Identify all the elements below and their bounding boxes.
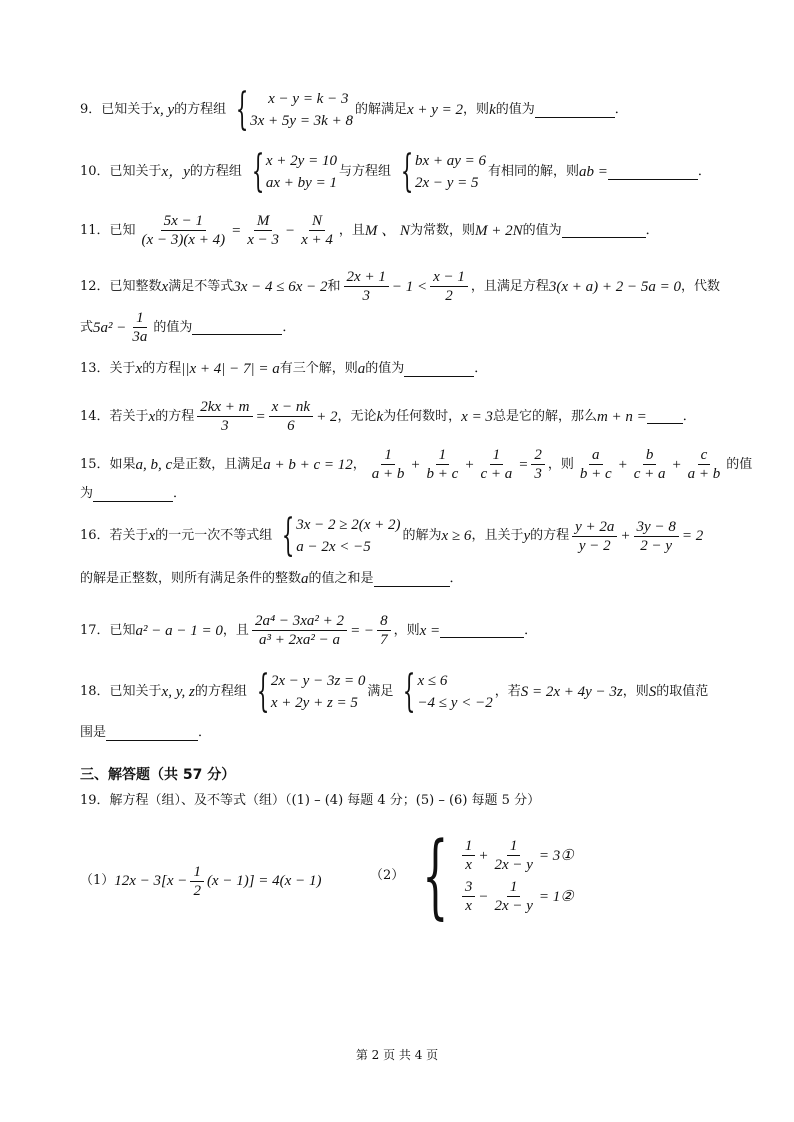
q15-d3: c + a xyxy=(480,466,513,482)
q15-n1: 1 xyxy=(381,446,395,465)
q10-eq2: ax + by = 1 xyxy=(265,175,337,191)
q18-vars: x, y, z xyxy=(161,684,195,700)
q10-eq4: 2x − y = 5 xyxy=(414,175,479,191)
q14-frac1 xyxy=(197,398,252,435)
q18-system-2 xyxy=(395,666,493,717)
q15-vars: a, b, c xyxy=(135,456,173,473)
q19-e1-n2: 1 xyxy=(507,837,521,856)
answer-blank[interactable] xyxy=(535,103,615,118)
q11-end: ． xyxy=(645,222,659,238)
q11-tail2: 的值为 xyxy=(522,222,562,238)
question-10 xyxy=(80,146,714,197)
q16-in1: 3x − 2 ≥ 2(x + 2) xyxy=(296,517,401,533)
q15-frac7 xyxy=(685,446,724,483)
question-18 xyxy=(80,666,714,742)
q14-k: k xyxy=(376,408,384,425)
q15-d7: a + b xyxy=(687,466,721,482)
q9-cond-pre: 的解满足 xyxy=(354,102,407,117)
q17-mid: ，且 xyxy=(222,622,249,638)
q19-p1-fn: 1 xyxy=(190,863,204,882)
q19-e2-d1: x xyxy=(465,898,472,914)
q18-eq2: x + 2y + z = 5 xyxy=(270,695,358,711)
question-17 xyxy=(80,612,714,649)
q19-e1-d1: x xyxy=(465,857,472,873)
q9-cond: x + y = 2 xyxy=(406,102,464,118)
answer-blank[interactable] xyxy=(93,487,173,502)
q16-frac2 xyxy=(634,518,679,555)
q15-mid: 是正数，且满足 xyxy=(172,456,264,472)
q17-eq: a² − a − 1 = 0 xyxy=(135,622,223,639)
q15-d2: b + c xyxy=(426,466,459,482)
q15-text: 15．如果 xyxy=(80,456,136,472)
q12-fd2: 2 xyxy=(445,288,453,304)
brace-icon: { xyxy=(251,146,265,197)
q11-eq: = xyxy=(231,222,242,239)
q18-s: S = 2x + 4y − 3z xyxy=(520,684,623,700)
q16-sol: x ≥ 6 xyxy=(441,528,472,544)
q15-frac1 xyxy=(369,446,408,483)
q19-e2-op: − xyxy=(478,888,489,905)
q15-line2: 为 xyxy=(80,486,94,501)
q16-a: a xyxy=(301,571,309,587)
q17-fd: a³ + 2xa² − a xyxy=(259,632,340,648)
q12-line2-pre: 式 xyxy=(80,319,94,335)
q15-n6: b xyxy=(643,446,657,465)
q13-tail2: 的值为 xyxy=(365,361,405,376)
q13-end: ． xyxy=(474,361,488,376)
q17-x: x = xyxy=(419,622,441,639)
q15-n7: c xyxy=(698,446,711,465)
q17-end: ． xyxy=(524,622,538,638)
q10-system-1 xyxy=(244,146,337,197)
q10-eq1: x + 2y = 10 xyxy=(265,153,337,169)
q15-n4: 2 xyxy=(531,446,545,465)
q15-tail: 的值 xyxy=(726,456,753,472)
q18-eq1: 2x − y − 3z = 0 xyxy=(270,673,366,689)
brace-icon: { xyxy=(400,146,414,197)
q12-mid2: ，且满足方程 xyxy=(470,278,549,294)
q15-mid2: ，则 xyxy=(547,456,574,472)
q18-c1: x ≤ 6 xyxy=(417,673,448,689)
q12-x: x xyxy=(161,278,169,295)
q10-vars: x，y xyxy=(161,164,190,180)
q18-end: ． xyxy=(198,725,212,740)
q14-expr: m + n = xyxy=(596,408,647,425)
q15-frac5 xyxy=(577,446,615,483)
q16-tail: 的解为 xyxy=(402,528,442,543)
q18-line2: 围是 xyxy=(80,725,107,740)
q10-text: 10．已知关于 xyxy=(80,164,162,179)
q15-frac2 xyxy=(424,446,462,483)
q12-eq: 3(x + a) + 2 − 5a = 0 xyxy=(548,278,682,295)
q12-frac1 xyxy=(344,268,389,305)
q15-frac4 xyxy=(531,446,545,483)
q13-x: x xyxy=(135,361,143,377)
q19-system xyxy=(406,822,574,929)
answer-blank[interactable] xyxy=(106,726,198,741)
q16-x: x xyxy=(148,528,156,544)
q11-text: 11．已知 xyxy=(80,222,136,238)
q9-eq1: x − y = k − 3 xyxy=(268,91,349,107)
brace-icon: { xyxy=(422,822,449,929)
q11-tail: 为常数，则 xyxy=(409,222,475,238)
answer-blank[interactable] xyxy=(647,409,683,424)
question-16: 16．若关于 x 的一元一次不等式组 { 3x − 2 ≥ 2(x + 2) a − 2x < −5 的解为 x ≥ 6 ，且关于 y 的方程 $\frac{y + 2a}{y - 2}$ + $\frac{3y - 8}{2 - y}$ = 2 的解是正整数，则所有满足条件的整数 a 的值之和是 ． xyxy=(80,510,704,587)
q18-mid: 的方程组 xyxy=(194,684,247,699)
q14-end: ． xyxy=(682,408,696,424)
q12-fd3: 3a xyxy=(132,329,148,345)
q16-line2: 的解是正整数，则所有满足条件的整数 xyxy=(80,571,302,586)
q12-end: ． xyxy=(282,319,296,335)
q19-p1-frac xyxy=(190,863,204,900)
q11-den3: x + 4 xyxy=(301,232,333,248)
q9-system xyxy=(228,84,353,135)
answer-blank[interactable] xyxy=(608,165,698,180)
q18-system-1 xyxy=(249,666,366,717)
q16-tail3: 的方程 xyxy=(530,528,570,543)
q13-text: 13．关于 xyxy=(80,361,136,376)
q15-frac6 xyxy=(631,446,669,483)
q15-d4: 3 xyxy=(534,466,542,482)
q17-frac2 xyxy=(377,612,391,649)
q15-d5: b + c xyxy=(579,466,612,482)
q17-tail: ，则 xyxy=(393,622,420,638)
q14-fn2: x − nk xyxy=(269,398,313,417)
q10-ab: ab = xyxy=(579,164,608,180)
answer-blank[interactable] xyxy=(404,362,474,377)
q17-text: 17．已知 xyxy=(80,622,136,638)
brace-icon: { xyxy=(403,666,416,717)
question-19-parts xyxy=(80,822,720,929)
q9-end: ． xyxy=(614,102,628,117)
q19-p1-b: (x − 1)] = 4(x − 1) xyxy=(206,873,322,889)
q11-frac2 xyxy=(244,212,282,249)
q15-n3: 1 xyxy=(490,446,504,465)
q19-e1-d2: 2x − y xyxy=(494,857,533,873)
q9-tail: 的值为 xyxy=(495,102,535,117)
q16-fd1: y − 2 xyxy=(578,537,611,554)
q13-a: a xyxy=(357,361,366,377)
q14-fd1: 3 xyxy=(221,418,229,434)
q16-system xyxy=(274,510,401,561)
q11-num3: N xyxy=(309,212,325,231)
q12-fn1: 2x + 1 xyxy=(344,268,389,287)
q11-frac1 xyxy=(139,212,229,249)
q19-e1-op: + xyxy=(478,847,489,864)
q14-fn1: 2kx + m xyxy=(197,398,252,417)
q18-mid2: 满足 xyxy=(367,684,394,699)
q14-tail2: 为任何数时， xyxy=(383,408,462,424)
q10-tail: 有相同的解，则 xyxy=(488,164,580,179)
q19-p2-label: （2） xyxy=(370,868,405,883)
q9-text: 9．已知关于 xyxy=(80,102,154,117)
q14-tail: ，无论 xyxy=(337,408,377,424)
q10-mid: 的方程组 xyxy=(189,164,242,179)
q19-e2-rhs: = 1② xyxy=(538,888,574,905)
q9-tail-pre: ，则 xyxy=(463,102,490,117)
q12-mid: 满足不等式 xyxy=(168,278,234,294)
q12-and: 和 xyxy=(327,278,341,294)
q14-tail3: 总是它的解，那么 xyxy=(492,408,597,424)
q11-mid: ，且 xyxy=(338,222,365,238)
q11-frac3 xyxy=(298,212,336,249)
q19-p1-label: （1） xyxy=(80,873,115,888)
brace-icon: { xyxy=(235,84,249,135)
q13-eq: ||x + 4| − 7| = a xyxy=(181,361,280,377)
q19-p1-fd: 2 xyxy=(193,882,201,899)
q16-mid: 的一元一次不等式组 xyxy=(155,528,273,543)
q19-p1-a: 12x − 3[x − xyxy=(114,873,188,889)
q15-sum: a + b + c = 12 xyxy=(263,456,353,473)
q9-k: k xyxy=(489,102,496,118)
q16-tail2: ，且关于 xyxy=(471,528,524,543)
q17-fn: 2a⁴ − 3xa² + 2 xyxy=(252,612,347,631)
q14-sol: x = 3 xyxy=(461,408,493,425)
q16-line2b: 的值之和是 xyxy=(308,571,374,586)
q19-e2-d2: 2x − y xyxy=(494,898,533,914)
q11-minus: − xyxy=(285,222,296,239)
q14-eq: = xyxy=(255,408,266,425)
question-13 xyxy=(80,360,714,378)
q19-part1 xyxy=(80,863,370,900)
q11-mn: M 、 N xyxy=(364,222,410,239)
q13-tail: 有三个解，则 xyxy=(279,361,358,376)
q12-fn2: x − 1 xyxy=(430,268,468,287)
q19-e1-n1: 1 xyxy=(462,837,476,856)
q14-plus: + 2 xyxy=(316,408,338,425)
section-title: 三、解答题（共 57 分） xyxy=(80,767,236,783)
question-12 xyxy=(80,268,721,346)
q11-expr: M + 2N xyxy=(474,222,523,239)
q12-fd1: 3 xyxy=(362,288,370,304)
question-19 xyxy=(80,792,714,810)
q14-fd2: 6 xyxy=(287,418,295,434)
answer-blank[interactable] xyxy=(562,223,646,238)
q15-d6: c + a xyxy=(633,466,666,482)
q19-part2 xyxy=(370,822,576,929)
q16-fn2: 3y − 8 xyxy=(634,518,679,537)
q15-d1: a + b xyxy=(371,466,405,482)
answer-blank[interactable] xyxy=(440,623,524,638)
q19-prefix: 19．解方程（组）、及不等式（组）（(1) – (4) 每题 4 分；(5) – (6) 每题 5 分） xyxy=(80,793,541,808)
q16-end: ． xyxy=(449,571,463,586)
q13-mid: 的方程 xyxy=(142,361,182,376)
q14-mid: 的方程 xyxy=(155,408,195,424)
q10-mid2: 与方程组 xyxy=(338,164,391,179)
q12-tail: ，代数 xyxy=(681,278,721,294)
brace-icon: { xyxy=(256,666,270,717)
q18-tail3: 的取值范 xyxy=(656,684,709,699)
q17-fn2: 8 xyxy=(377,612,391,631)
q18-c2: −4 ≤ y < −2 xyxy=(417,695,493,711)
q15-eq: = xyxy=(518,456,529,473)
q16-in2: a − 2x < −5 xyxy=(296,539,371,555)
q16-frac1 xyxy=(572,518,617,555)
q18-s2: S xyxy=(648,684,657,700)
q14-frac2 xyxy=(269,398,313,435)
answer-blank[interactable] xyxy=(374,572,450,587)
q12-ineq2: − 1 < xyxy=(391,278,428,295)
q16-fd2: 2 − y xyxy=(640,537,673,554)
q12-line2-tail: 的值为 xyxy=(153,319,193,335)
page-number: 第 2 页 共 4 页 xyxy=(355,1048,439,1062)
q17-frac1 xyxy=(252,612,347,649)
question-15: 15．如果 a, b, c 是正数，且满足 a + b + c = 12 ， $\frac{1}{a + b}$ + $\frac{1}{b + c}$ + $\frac{1}{c + a}$ = $\frac{2}{3}$ ，则 $\frac{a}{b + c}$ + $\frac{b}{c + a}$ + $\frac{c}{a + b}$ 的值 为 ． xyxy=(80,447,753,501)
q11-num1: 5x − 1 xyxy=(161,212,206,231)
q17-eq2: = − xyxy=(350,622,375,639)
q16-text: 16．若关于 xyxy=(80,528,149,543)
q12-ineq: 3x − 4 ≤ 6x − 2 xyxy=(233,278,328,295)
q16-eq2: = 2 xyxy=(681,528,704,544)
q12-expr: 5a² − xyxy=(93,319,127,336)
q10-end: ． xyxy=(697,164,711,179)
question-14 xyxy=(80,398,714,435)
q19-e2-n1: 3 xyxy=(462,878,476,897)
question-9 xyxy=(80,84,714,135)
q15-n2: 1 xyxy=(436,446,450,465)
q16-fn1: y + 2a xyxy=(572,518,617,537)
brace-icon: { xyxy=(281,510,295,561)
question-11 xyxy=(80,212,714,249)
q19-e2-n2: 1 xyxy=(507,878,521,897)
q9-eq2: 3x + 5y = 3k + 8 xyxy=(250,113,353,129)
q18-text: 18．已知关于 xyxy=(80,684,162,699)
q19-e1-rhs: = 3① xyxy=(538,847,574,864)
q11-num2: M xyxy=(254,212,273,231)
q15-end: ． xyxy=(173,486,187,501)
q12-fn3: 1 xyxy=(133,309,147,328)
q18-tail2: ，则 xyxy=(622,684,649,699)
q16-y: y xyxy=(523,528,531,544)
q12-frac3 xyxy=(129,309,150,346)
q12-text: 12．已知整数 xyxy=(80,278,162,294)
q9-text-mid: 的方程组 xyxy=(174,102,227,117)
q10-eq3: bx + ay = 6 xyxy=(414,153,487,169)
q10-system-2 xyxy=(393,146,487,197)
q15-n5: a xyxy=(589,446,603,465)
q14-x: x xyxy=(148,408,156,425)
q17-fd2: 7 xyxy=(380,632,388,648)
q18-tail: ，若 xyxy=(494,684,521,699)
q14-text: 14．若关于 xyxy=(80,408,149,424)
q11-den1: (x − 3)(x + 4) xyxy=(141,232,226,248)
q9-vars: x, y xyxy=(153,102,175,118)
q11-den2: x − 3 xyxy=(247,232,279,248)
q15-frac3 xyxy=(477,446,515,483)
q12-frac2 xyxy=(430,268,468,305)
answer-blank[interactable] xyxy=(192,320,282,335)
